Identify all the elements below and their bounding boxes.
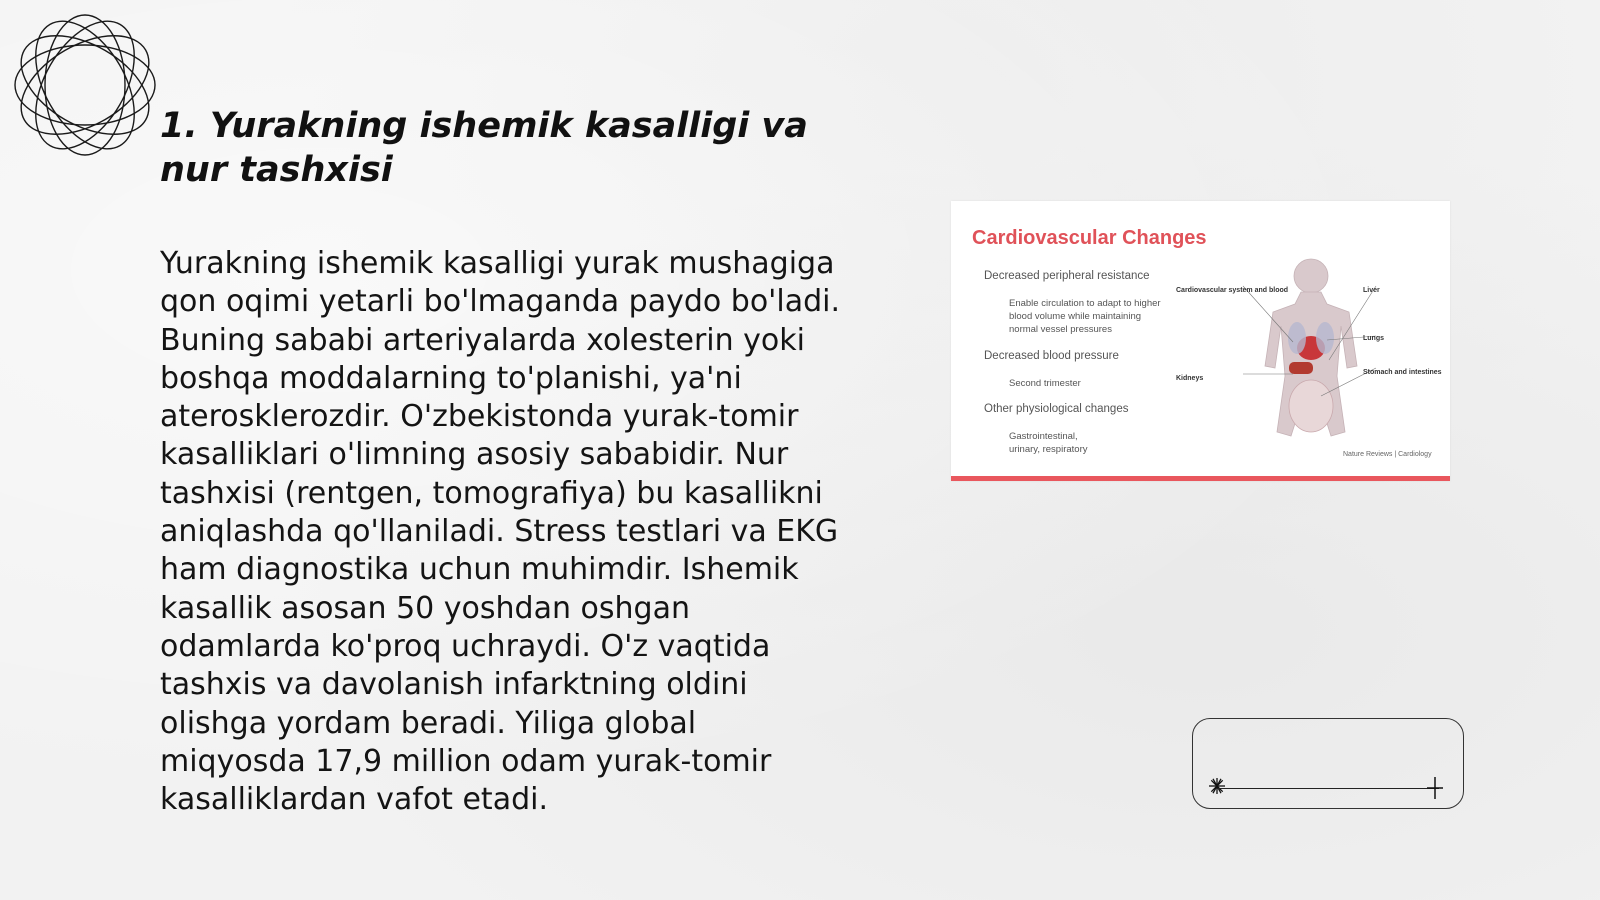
slide-body-text: Yurakning ishemik kasalligi yurak mushagiga qon oqimi yetarli bo'lmaganda paydo bo'ladi. Buning sababi arteriyalarda xolesterin yoki boshqa moddalarning to'planishi, ya'ni aterosklerozdir. O'zbekistonda yurak-tomir kasalliklari o'limning asosiy sababidir. Nur tashxisi (rentgen, tomografiya) bu kasallikni aniqlashda qo'llaniladi. Stress testlari va EKG ham diagnostika uchun muhimdir. Ishemik kasallik asosan 50 yoshdan oshgan odamlarda ko'proq uchraydi. O'z vaqtida tashxis va davolanish infarktning oldini olishga yordam beradi. Yiliga global miqyosda 17,9 million odam yurak-tomir kasalliklardan vafot etadi.	[160, 246, 841, 818]
figure-item-detail: Second trimester	[1009, 378, 1081, 389]
figure-label-cardio: Cardiovascular system and blood	[1176, 287, 1289, 294]
figure-label-stomach: Stomach and intestines	[1363, 369, 1442, 376]
caption-frame	[1192, 718, 1464, 809]
figure-title: Cardiovascular Changes	[972, 227, 1207, 249]
figure-item-heading: Decreased peripheral resistance	[984, 270, 1150, 282]
figure-item-heading: Other physiological changes	[984, 403, 1129, 415]
rosette-icon	[10, 10, 160, 160]
figure-credit: Nature Reviews | Cardiology	[1343, 451, 1432, 458]
figure-accent-bar	[951, 476, 1450, 481]
figure-label-lungs: Lungs	[1363, 335, 1384, 342]
figure-item-detail: Gastrointestinal, urinary, respiratory	[1009, 431, 1088, 455]
cardiovascular-figure	[951, 201, 1450, 481]
figure-label-kidneys: Kidneys	[1176, 375, 1204, 382]
slide-title: 1. Yurakning ishemik kasalligi va nur tashxisi	[160, 106, 808, 190]
sparkle-icon	[1425, 776, 1445, 800]
body-illustration-icon	[1181, 256, 1441, 456]
figure-label-liver: Liver	[1363, 287, 1380, 294]
starburst-icon	[1208, 777, 1226, 795]
figure-item-heading: Decreased blood pressure	[984, 350, 1119, 362]
figure-item-detail: Enable circulation to adapt to higher blood volume while maintaining normal vessel pressures	[1009, 298, 1161, 335]
caption-divider	[1217, 788, 1439, 789]
